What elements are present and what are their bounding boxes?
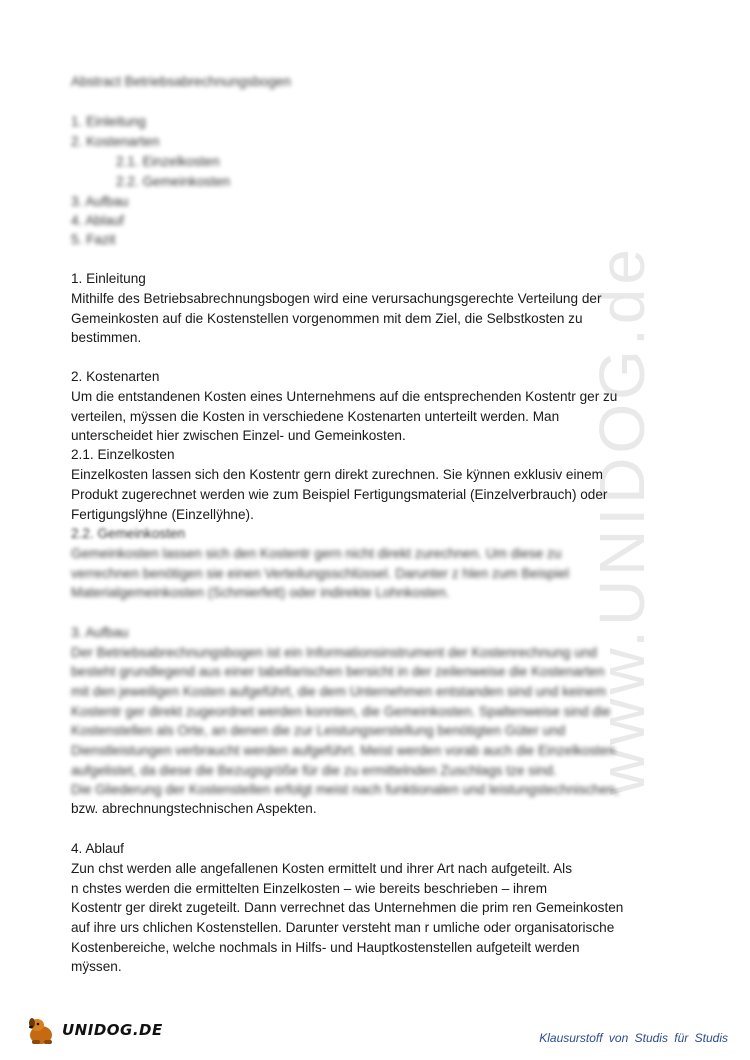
text-line: 4. Ablauf [71,213,124,228]
text-line: 3. Aufbau [71,625,129,640]
text-line: 4. Ablauf [71,841,124,856]
text-line: besteht grundlegend aus einer tabellarischen bersicht in der zeilenweise die Kostenarten [71,664,605,679]
text-line: mit den jeweiligen Kosten aufgeführt, die dem Unternehmen entstanden sind und keinem [71,684,607,699]
text-line: n chstes werden die ermittelten Einzelkosten – wie bereits beschrieben – ihrem [71,881,548,896]
text-line: Dienstleistungen verbraucht werden aufgeführt. Meist werden vorab auch die Einzelkosten [71,743,616,758]
text-line: Zun chst werden alle angefallenen Kosten ermittelt und ihrer Art nach aufgeteilt. Als [71,861,572,876]
text-line: unterscheidet hier zwischen Einzel- und Gemeinkosten. [71,428,406,443]
text-line: 2.1. Einzelkosten [71,447,175,462]
text-line: Kostentr ger direkt zugeordnet werden konnten, die Gemeinkosten. Spaltenweise sind die [71,704,611,719]
footer-logo[interactable] [24,1013,163,1047]
text-line: Kostentr ger direkt zugeteilt. Dann verrechnet das Unternehmen die prim ren Gemeinkosten [71,900,624,915]
text-line: 2.2. Gemeinkosten [116,174,231,189]
text-line: Kostenbereiche, welche nochmals in Hilfs- und Hauptkostenstellen aufgeteilt werden [71,940,580,955]
text-line: bestimmen. [71,330,142,345]
text-line: Einzelkosten lassen sich den Kostentr gern direkt zurechnen. Sie kÿnnen exklusiv einem [71,467,603,482]
text-line: Der Betriebsabrechnungsbogen ist ein Informationsinstrument der Kostenrechnung und [71,645,597,660]
text-line: 5. Fazit [71,232,116,247]
text-line: Gemeinkosten lassen sich den Kostentr gern nicht direkt zurechnen. Um diese zu [71,546,562,561]
text-line: mÿssen. [71,959,122,974]
text-line: 2.2. Gemeinkosten [71,526,186,541]
text-line: verteilen, mÿssen die Kosten in verschiedene Kostenarten unterteilt werden. Man [71,409,560,424]
text-line: bzw. abrechnungstechnischen Aspekten. [71,801,317,816]
text-line: verrechnen benötigen sie einen Verteilungsschlüssel. Darunter z hlen zum Beispiel [71,566,569,581]
text-line: 2.1. Einzelkosten [116,154,220,169]
text-line: Fertigungslÿhne (Einzellÿhne). [71,507,254,522]
text-line: auf ihre urs chlichen Kostenstellen. Darunter versteht man r umliche oder organisatorische [71,920,615,935]
text-line: Kostenstellen als Orte, an denen die zur Leistungserstellung benötigten Güter und [71,723,566,738]
text-line: Abstract Betriebsabrechnungsbogen [71,74,291,89]
text-line: aufgelistet, da diese die Bezugsgröße für die zu ermittelnden Zuschlags tze sind. [71,763,557,778]
text-line: Materialgemeinkosten (Schmierfett) oder indirekte Lohnkosten. [71,585,450,600]
text-line: 1. Einleitung [71,114,146,129]
text-line: 3. Aufbau [71,194,129,209]
footer-slogan: Klausurstoff von Studis für Studis [539,1031,728,1045]
text-line: Um die entstandenen Kosten eines Unternehmens auf die entsprechenden Kostentr ger zu [71,389,618,404]
text-line: 2. Kostenarten [71,369,160,384]
text-line: Gemeinkosten auf die Kostenstellen vorgenommen mit dem Ziel, die Selbstkosten zu [71,311,583,326]
text-line: Die Gliederung der Kostenstellen erfolgt meist nach funktionalen und leistungstechnischen, [71,782,619,797]
dog-mascot-icon [24,1013,58,1047]
logo-text: UNIDOG.DE [62,1021,163,1039]
text-line: Mithilfe des Betriebsabrechnungsbogen wird eine verursachungsgerechte Verteilung der [71,291,602,306]
text-line: 1. Einleitung [71,271,146,286]
watermark: www.UNIDOG.de [586,245,658,795]
text-line: 2. Kostenarten [71,134,160,149]
text-line: Produkt zugerechnet werden wie zum Beispiel Fertigungsmaterial (Einzelverbrauch) oder [71,487,608,502]
